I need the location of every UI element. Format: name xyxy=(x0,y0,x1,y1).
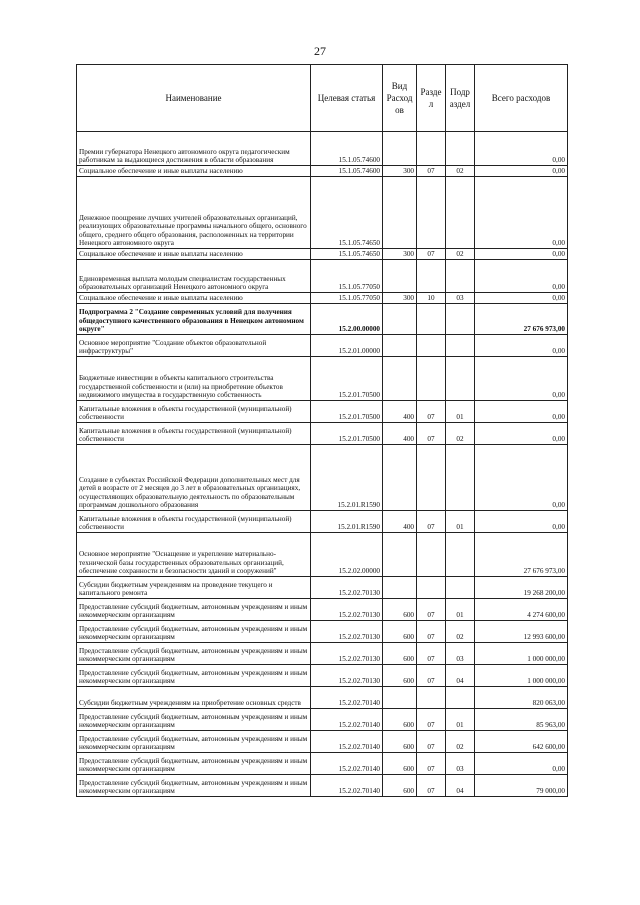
row-section xyxy=(417,260,446,293)
row-target-code: 15.2.01.70500 xyxy=(311,401,383,423)
row-section xyxy=(417,357,446,401)
header-section: Разде л xyxy=(417,65,446,132)
row-subsection xyxy=(446,260,475,293)
row-amount: 0,00 xyxy=(475,132,568,166)
table-row xyxy=(77,577,568,599)
row-section: 07 xyxy=(417,621,446,643)
row-subsection: 04 xyxy=(446,665,475,687)
row-name: Субсидии бюджетным учреждениям на проведение текущего и капитального ремонта xyxy=(77,577,311,599)
row-subsection: 03 xyxy=(446,753,475,775)
row-name: Предоставление субсидий бюджетным, автономным учреждениям и иным некоммерческим организациям xyxy=(77,643,311,665)
row-name: Предоставление субсидий бюджетным, автономным учреждениям и иным некоммерческим организациям xyxy=(77,599,311,621)
row-subsection: 02 xyxy=(446,731,475,753)
row-name: Капитальные вложения в объекты государственной (муниципальной) собственности xyxy=(77,401,311,423)
row-target-code: 15.2.02.70130 xyxy=(311,643,383,665)
table-row xyxy=(77,731,568,753)
row-expense-type: 600 xyxy=(383,709,417,731)
table-row xyxy=(77,753,568,775)
row-subsection xyxy=(446,445,475,511)
row-target-code: 15.2.02.70140 xyxy=(311,731,383,753)
row-amount: 820 063,00 xyxy=(475,687,568,709)
budget-table xyxy=(76,64,568,797)
row-amount: 0,00 xyxy=(475,335,568,357)
row-target-code: 15.1.05.77050 xyxy=(311,293,383,304)
row-amount: 0,00 xyxy=(475,753,568,775)
row-section xyxy=(417,533,446,577)
row-amount: 4 274 600,00 xyxy=(475,599,568,621)
row-amount: 0,00 xyxy=(475,511,568,533)
row-section: 07 xyxy=(417,643,446,665)
row-name: Предоставление субсидий бюджетным, автономным учреждениям и иным некоммерческим организациям xyxy=(77,731,311,753)
row-expense-type xyxy=(383,533,417,577)
row-section: 07 xyxy=(417,249,446,260)
row-subsection xyxy=(446,335,475,357)
table-row xyxy=(77,533,568,577)
row-name: Основное мероприятие "Оснащение и укрепление материально-технической базы государственных образовательных организаций, обеспечение сохранности и безопасности зданий и сооружений" xyxy=(77,533,311,577)
header-total: Всего расходов xyxy=(475,65,568,132)
table-row xyxy=(77,775,568,797)
row-target-code: 15.2.02.70130 xyxy=(311,665,383,687)
row-expense-type: 400 xyxy=(383,423,417,445)
row-expense-type xyxy=(383,577,417,599)
row-name: Предоставление субсидий бюджетным, автономным учреждениям и иным некоммерческим организациям xyxy=(77,621,311,643)
row-section: 07 xyxy=(417,511,446,533)
row-name: Предоставление субсидий бюджетным, автономным учреждениям и иным некоммерческим организациям xyxy=(77,665,311,687)
row-section xyxy=(417,132,446,166)
table-row xyxy=(77,260,568,293)
row-name: Основное мероприятие "Создание объектов образовательной инфраструктуры" xyxy=(77,335,311,357)
table-row xyxy=(77,357,568,401)
row-section: 07 xyxy=(417,709,446,731)
row-amount: 0,00 xyxy=(475,166,568,177)
row-name: Подпрограмма 2 "Создание современных условий для получения общедоступного качественного образования в Ненецком автономном округе" xyxy=(77,304,311,335)
table-row xyxy=(77,335,568,357)
row-name: Предоставление субсидий бюджетным, автономным учреждениям и иным некоммерческим организациям xyxy=(77,775,311,797)
row-target-code: 15.1.05.74650 xyxy=(311,177,383,249)
row-target-code: 15.2.02.70140 xyxy=(311,709,383,731)
row-section xyxy=(417,445,446,511)
row-amount: 1 000 000,00 xyxy=(475,643,568,665)
row-section xyxy=(417,687,446,709)
row-expense-type: 300 xyxy=(383,293,417,304)
row-target-code: 15.2.02.70130 xyxy=(311,621,383,643)
table-row xyxy=(77,249,568,260)
row-section: 07 xyxy=(417,599,446,621)
header-expense-type: Вид Расход ов xyxy=(383,65,417,132)
row-section xyxy=(417,177,446,249)
row-expense-type: 300 xyxy=(383,249,417,260)
row-subsection xyxy=(446,304,475,335)
row-subsection xyxy=(446,177,475,249)
row-section: 07 xyxy=(417,753,446,775)
row-amount: 0,00 xyxy=(475,249,568,260)
table-row xyxy=(77,511,568,533)
row-subsection: 01 xyxy=(446,709,475,731)
row-target-code: 15.2.00.00000 xyxy=(311,304,383,335)
row-section: 07 xyxy=(417,401,446,423)
row-target-code: 15.1.05.74600 xyxy=(311,166,383,177)
row-amount: 27 676 973,00 xyxy=(475,304,568,335)
row-amount: 0,00 xyxy=(475,357,568,401)
row-target-code: 15.2.01.R1590 xyxy=(311,445,383,511)
row-target-code: 15.2.01.70500 xyxy=(311,423,383,445)
table-row xyxy=(77,423,568,445)
table-row xyxy=(77,445,568,511)
row-expense-type xyxy=(383,335,417,357)
table-row xyxy=(77,293,568,304)
row-amount: 0,00 xyxy=(475,260,568,293)
table-row xyxy=(77,665,568,687)
row-subsection xyxy=(446,533,475,577)
row-target-code: 15.2.01.00000 xyxy=(311,335,383,357)
row-expense-type xyxy=(383,304,417,335)
row-name: Капитальные вложения в объекты государственной (муниципальной) собственности xyxy=(77,511,311,533)
row-expense-type: 400 xyxy=(383,511,417,533)
row-subsection xyxy=(446,357,475,401)
row-name: Бюджетные инвестиции в объекты капитального строительства государственной собственности и (или) на приобретение объектов недвижимого имущества в государственную собственность xyxy=(77,357,311,401)
row-amount: 0,00 xyxy=(475,401,568,423)
table-row xyxy=(77,304,568,335)
row-target-code: 15.2.02.70140 xyxy=(311,775,383,797)
row-subsection: 01 xyxy=(446,511,475,533)
table-row xyxy=(77,401,568,423)
row-section: 07 xyxy=(417,166,446,177)
row-section xyxy=(417,577,446,599)
row-amount: 0,00 xyxy=(475,423,568,445)
row-expense-type xyxy=(383,357,417,401)
row-expense-type: 600 xyxy=(383,753,417,775)
row-amount: 0,00 xyxy=(475,445,568,511)
header-target: Целевая статья xyxy=(311,65,383,132)
row-expense-type xyxy=(383,132,417,166)
table-row xyxy=(77,599,568,621)
row-expense-type: 600 xyxy=(383,621,417,643)
row-target-code: 15.2.02.70130 xyxy=(311,599,383,621)
row-section: 07 xyxy=(417,665,446,687)
table-row xyxy=(77,643,568,665)
row-amount: 0,00 xyxy=(475,177,568,249)
row-expense-type xyxy=(383,687,417,709)
row-target-code: 15.1.05.74600 xyxy=(311,132,383,166)
row-amount: 642 600,00 xyxy=(475,731,568,753)
row-subsection: 02 xyxy=(446,249,475,260)
row-target-code: 15.2.02.00000 xyxy=(311,533,383,577)
row-subsection: 02 xyxy=(446,423,475,445)
row-expense-type: 600 xyxy=(383,665,417,687)
row-subsection: 01 xyxy=(446,401,475,423)
row-expense-type: 600 xyxy=(383,775,417,797)
table-row xyxy=(77,166,568,177)
row-section: 07 xyxy=(417,775,446,797)
row-subsection xyxy=(446,132,475,166)
row-amount: 85 963,00 xyxy=(475,709,568,731)
row-name: Создание в субъектах Российской Федерации дополнительных мест для детей в возрасте от 2 месяцев до 3 лет в образовательных организациях, осуществляющих образовательную деятельность по образовательным программам дошкольного образования xyxy=(77,445,311,511)
row-name: Единовременная выплата молодым специалистам государственных образовательных организаций Ненецкого автономного округа xyxy=(77,260,311,293)
row-subsection xyxy=(446,577,475,599)
page-number: 27 xyxy=(314,44,326,58)
row-amount: 79 000,00 xyxy=(475,775,568,797)
row-subsection: 03 xyxy=(446,293,475,304)
row-expense-type xyxy=(383,260,417,293)
row-expense-type xyxy=(383,445,417,511)
row-expense-type: 600 xyxy=(383,599,417,621)
row-amount: 27 676 973,00 xyxy=(475,533,568,577)
table-body xyxy=(77,132,568,797)
row-target-code: 15.2.02.70140 xyxy=(311,753,383,775)
row-name: Социальное обеспечение и иные выплаты населению xyxy=(77,293,311,304)
row-subsection xyxy=(446,687,475,709)
row-name: Премии губернатора Ненецкого автономного округа педагогическим работникам за выдающиеся достижения в области образования xyxy=(77,132,311,166)
row-expense-type: 300 xyxy=(383,166,417,177)
table-row xyxy=(77,709,568,731)
row-target-code: 15.2.01.R1590 xyxy=(311,511,383,533)
row-target-code: 15.1.05.77050 xyxy=(311,260,383,293)
row-amount: 12 993 600,00 xyxy=(475,621,568,643)
row-target-code: 15.2.02.70140 xyxy=(311,687,383,709)
row-section: 07 xyxy=(417,731,446,753)
row-expense-type: 400 xyxy=(383,401,417,423)
row-name: Социальное обеспечение и иные выплаты населению xyxy=(77,249,311,260)
row-subsection: 02 xyxy=(446,621,475,643)
row-subsection: 04 xyxy=(446,775,475,797)
row-name: Предоставление субсидий бюджетным, автономным учреждениям и иным некоммерческим организациям xyxy=(77,709,311,731)
row-name: Капитальные вложения в объекты государственной (муниципальной) собственности xyxy=(77,423,311,445)
row-name: Предоставление субсидий бюджетным, автономным учреждениям и иным некоммерческим организациям xyxy=(77,753,311,775)
table-row xyxy=(77,621,568,643)
row-expense-type: 600 xyxy=(383,731,417,753)
row-section: 07 xyxy=(417,423,446,445)
row-amount: 0,00 xyxy=(475,293,568,304)
header-subsection: Подр аздел xyxy=(446,65,475,132)
row-subsection: 03 xyxy=(446,643,475,665)
row-subsection: 01 xyxy=(446,599,475,621)
row-section: 10 xyxy=(417,293,446,304)
row-expense-type xyxy=(383,177,417,249)
row-amount: 1 000 000,00 xyxy=(475,665,568,687)
row-name: Субсидии бюджетным учреждениям на приобретение основных средств xyxy=(77,687,311,709)
row-subsection: 02 xyxy=(446,166,475,177)
row-name: Денежное поощрение лучших учителей образовательных организаций, реализующих образовательные программы начального общего, основного общего, среднего общего образования, расположенных на территории Ненецкого автономного округа xyxy=(77,177,311,249)
row-amount: 19 268 200,00 xyxy=(475,577,568,599)
row-target-code: 15.2.02.70130 xyxy=(311,577,383,599)
row-section xyxy=(417,335,446,357)
row-expense-type: 600 xyxy=(383,643,417,665)
header-name: Наименование xyxy=(77,65,311,132)
table-header-row xyxy=(77,65,568,132)
table-row xyxy=(77,132,568,166)
table-row xyxy=(77,687,568,709)
row-section xyxy=(417,304,446,335)
row-target-code: 15.2.01.70500 xyxy=(311,357,383,401)
row-target-code: 15.1.05.74650 xyxy=(311,249,383,260)
row-name: Социальное обеспечение и иные выплаты населению xyxy=(77,166,311,177)
table-row xyxy=(77,177,568,249)
